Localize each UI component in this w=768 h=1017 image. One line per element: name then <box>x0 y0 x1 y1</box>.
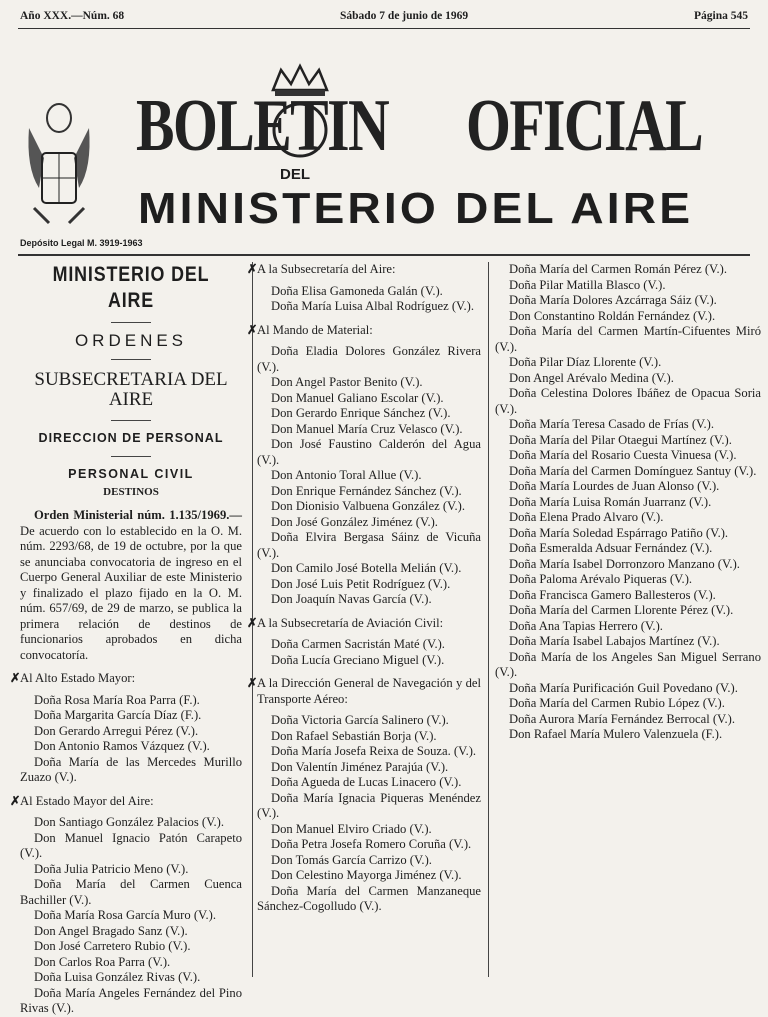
list-item: Doña María de los Angeles San Miguel Serrano (V.). <box>495 649 761 679</box>
list-item: Doña Agueda de Lucas Linacero (V.). <box>271 775 462 789</box>
list-item: Don Joaquín Navas García (V.). <box>271 592 432 606</box>
section-title: Al Mando de Material: <box>257 322 373 337</box>
list-item: Don Angel Bragado Sanz (V.). <box>34 923 188 938</box>
divider <box>111 456 151 457</box>
section-title: Al Estado Mayor del Aire: <box>20 793 154 808</box>
list-item: Doña María Rosa García Muro (V.). <box>34 908 216 922</box>
list-item: Doña María Lourdes de Juan Alonso (V.). <box>509 479 720 493</box>
list-item: Doña Pilar Díaz Llorente (V.). <box>509 355 662 369</box>
list-item: Doña María del Carmen Román Pérez (V.). <box>509 262 727 276</box>
list-item: Don Constantino Roldán Fernández (V.). <box>509 308 716 323</box>
list-item: Doña Victoria García Salinero (V.). <box>271 713 449 727</box>
list-item: Doña María del Carmen Manzaneque Sánchez-Cogolludo (V.). <box>257 883 481 913</box>
section-heading <box>247 262 481 278</box>
section-heading <box>247 322 481 339</box>
page-number: Página 545 <box>694 10 748 22</box>
list-item: Doña María del Carmen Llorente Pérez (V.). <box>509 603 734 617</box>
list-item: Doña Aurora María Fernández Berrocal (V.). <box>509 711 736 726</box>
handwritten-x-mark-icon: ✗ <box>247 615 258 630</box>
list-item: Don Antonio Ramos Vázquez (V.). <box>34 739 210 753</box>
section-title: A la Subsecretaría de Aviación Civil: <box>257 615 444 630</box>
list-item: Doña Elena Prado Alvaro (V.). <box>509 510 664 524</box>
masthead-title-left: BOLETIN <box>136 85 389 167</box>
list-item: Doña María Soledad Espárrago Patiño (V.). <box>509 525 729 540</box>
section-title: A la Dirección General de Navegación y del Transporte Aéreo: <box>257 676 481 706</box>
subsecretaria-heading: SUBSECRETARIA DEL AIRE <box>34 368 228 410</box>
list-item: Doña María Ignacia Piqueras Menéndez (V.). <box>257 790 481 820</box>
handwritten-x-mark-icon: ✗ <box>247 676 258 690</box>
list-item: Doña María del Pilar Otaegui Martínez (V.). <box>509 432 732 447</box>
list-item: Don Angel Arévalo Medina (V.). <box>509 370 674 385</box>
column-2 <box>247 262 481 977</box>
masthead-subtitle: MINISTERIO DEL AIRE <box>138 184 694 233</box>
list-item: Don Celestino Mayorga Jiménez (V.). <box>271 868 462 882</box>
list-item: Don Manuel Ignacio Patón Carapeto (V.). <box>20 830 242 860</box>
issue-date: Sábado 7 de junio de 1969 <box>340 10 469 22</box>
masthead-rule <box>18 254 750 256</box>
list-item: Don Camilo José Botella Melián (V.). <box>271 561 462 575</box>
list-item: Doña Carmen Sacristán Maté (V.). <box>271 637 445 651</box>
list-item: Doña María Dolores Azcárraga Sáiz (V.). <box>509 293 717 307</box>
list-item: Don José Luis Petit Rodríguez (V.). <box>271 576 451 591</box>
handwritten-x-mark-icon: ✗ <box>10 793 21 808</box>
section-heading <box>10 793 242 810</box>
handwritten-x-mark-icon: ✗ <box>247 262 258 276</box>
list-item: Doña Petra Josefa Romero Coruña (V.). <box>271 837 472 851</box>
list-item: Doña Pilar Matilla Blasco (V.). <box>509 277 666 292</box>
handwritten-x-mark-icon: ✗ <box>10 671 21 685</box>
list-item: Doña María Josefa Reixa de Souza. (V.). <box>271 744 477 758</box>
list-item: Don Dionisio Valbuena González (V.). <box>271 499 465 513</box>
list-item: Doña María Angeles Fernández del Pino Rivas (V.). <box>20 985 242 1015</box>
ordenes-heading: ORDENES <box>74 331 188 350</box>
section-title: Al Alto Estado Mayor: <box>20 671 136 685</box>
masthead <box>18 62 753 237</box>
list-item: Don Rafael María Mulero Valenzuela (F.). <box>509 727 723 741</box>
list-item: Don Manuel Elviro Criado (V.). <box>271 821 432 836</box>
header-rule <box>18 28 750 29</box>
list-item: Doña María Purificación Guil Povedano (V.). <box>509 680 738 695</box>
list-item: Doña Lucía Greciano Miguel (V.). <box>271 652 445 667</box>
list-item: Don José Carretero Rubio (V.). <box>34 939 191 953</box>
list-item: Doña María del Carmen Rubio López (V.). <box>509 696 725 710</box>
list-item: Doña Elisa Gamoneda Galán (V.). <box>271 283 443 298</box>
list-item: Doña María del Carmen Martín-Cifuentes Miró (V.). <box>495 324 761 354</box>
section-heading <box>10 671 242 687</box>
list-item: Don Santiago González Palacios (V.). <box>34 815 225 829</box>
list-item: Doña Paloma Arévalo Piqueras (V.). <box>509 572 693 586</box>
section-heading <box>247 615 481 632</box>
masthead-connector: DEL <box>280 166 310 183</box>
list-item: Doña Francisca Gamero Ballesteros (V.). <box>509 587 716 602</box>
ministry-heading: MINISTERIO DEL AIRE <box>52 263 210 312</box>
list-item: Don Valentín Jiménez Parajúa (V.). <box>271 759 449 774</box>
list-item: Don Manuel María Cruz Velasco (V.). <box>271 421 463 436</box>
list-item: Don Antonio Toral Allue (V.). <box>271 468 422 482</box>
order-title: Orden Ministerial núm. 1.135/1969.— <box>34 508 242 522</box>
list-item: Doña María del Carmen Cuenca Bachiller (V.). <box>20 877 242 907</box>
list-item: Doña Elvira Bergasa Sáinz de Vicuña (V.). <box>257 530 481 560</box>
list-item: Don Carlos Roa Parra (V.). <box>34 954 171 969</box>
divider <box>111 359 151 360</box>
list-item: Doña María de las Mercedes Murillo Zuazo (V.). <box>20 754 242 784</box>
list-item: Doña María del Carmen Domínguez Santuy (V.). <box>509 463 757 478</box>
list-item: Don Manuel Galiano Escolar (V.). <box>271 390 444 405</box>
divider <box>111 322 151 323</box>
list-item: Doña Luisa González Rivas (V.). <box>34 970 201 984</box>
list-item: Doña María Luisa Albal Rodríguez (V.). <box>271 299 474 313</box>
list-item: Don Rafael Sebastián Borja (V.). <box>271 728 437 743</box>
order-text: De acuerdo con lo establecido en la O. M. núm. 2293/68, de 19 de octubre, por la que se anunciaba convocatoria de ingreso en el Cuerpo General Auxiliar de este Ministerio y finalizado el plazo fijado en la O. M. núm. 657/69, de 29 de marzo, se publica la primera relación de destinos de funcionarios aprobados en dicha convocatoría. <box>20 523 242 662</box>
list-item: Doña Ana Tapias Herrero (V.). <box>509 618 663 633</box>
personal-civil-heading: PERSONAL CIVIL <box>68 467 194 481</box>
list-item: Don Enrique Fernández Sánchez (V.). <box>271 483 462 498</box>
list-item: Doña María del Rosario Cuesta Vinuesa (V.). <box>509 448 737 462</box>
list-item: Don Gerardo Arregui Pérez (V.). <box>34 723 199 738</box>
column-1 <box>10 262 242 1017</box>
legal-deposit: Depósito Legal M. 3919-1963 <box>20 238 143 248</box>
list-item: Doña Eladia Dolores González Rivera (V.). <box>257 344 481 374</box>
divider <box>111 420 151 421</box>
masthead-title-right: OFICIAL <box>466 85 703 167</box>
list-item: Don Gerardo Enrique Sánchez (V.). <box>271 406 451 420</box>
coat-of-arms-icon <box>24 98 94 228</box>
list-item: Don José González Jiménez (V.). <box>271 514 438 529</box>
list-item: Doña María Luisa Román Juarranz (V.). <box>509 494 712 509</box>
list-item: Don Tomás García Carrizo (V.). <box>271 852 432 867</box>
destinos-heading: DESTINOS <box>103 485 159 498</box>
list-item: Doña Margarita García Díaz (F.). <box>34 708 202 722</box>
column-3 <box>488 262 761 977</box>
order-paragraph <box>20 508 242 663</box>
handwritten-x-mark-icon: ✗ <box>247 322 258 337</box>
list-item: Doña Celestina Dolores Ibáñez de Opacua Soria (V.). <box>495 386 761 416</box>
list-item: Don Angel Pastor Benito (V.). <box>271 375 423 389</box>
list-item: Doña María Isabel Dorronzoro Manzano (V.). <box>509 556 740 571</box>
direccion-heading: DIRECCION DE PERSONAL <box>38 430 224 445</box>
issue-number: Año XXX.—Núm. 68 <box>20 10 125 22</box>
section-title: A la Subsecretaría del Aire: <box>257 262 396 276</box>
section-heading <box>247 676 481 707</box>
list-item: Doña Rosa María Roa Parra (F.). <box>34 692 200 707</box>
list-item: Doña Esmeralda Adsuar Fernández (V.). <box>509 541 713 555</box>
list-item: Doña María Teresa Casado de Frías (V.). <box>509 417 714 431</box>
list-item: Don José Faustino Calderón del Agua (V.). <box>257 437 481 467</box>
running-header <box>20 10 748 26</box>
list-item: Doña Julia Patricio Meno (V.). <box>34 861 189 876</box>
list-item: Doña María Isabel Labajos Martínez (V.). <box>509 634 720 648</box>
